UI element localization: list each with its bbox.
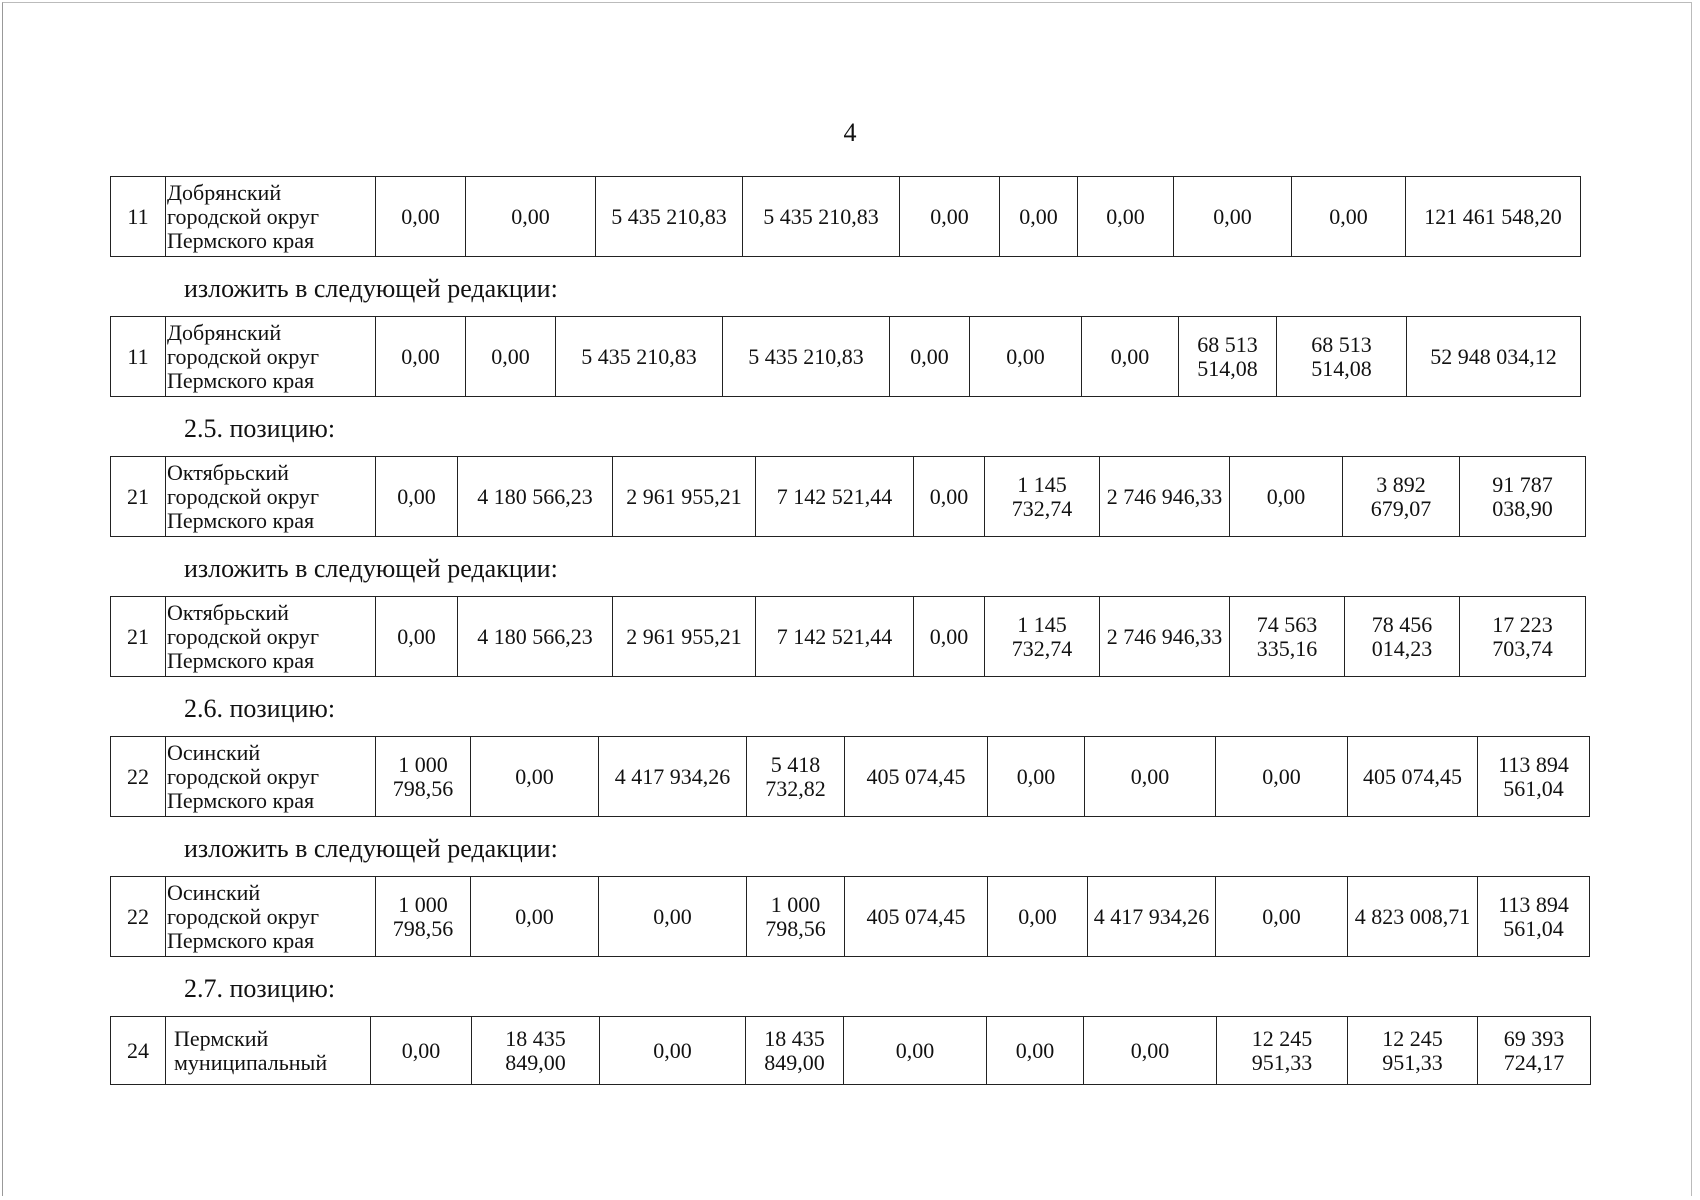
value-cell: 1 145 732,74 <box>985 457 1100 537</box>
municipality-name: Добрянский городской округ Пермского края <box>166 317 376 397</box>
municipality-name: Октябрьский городской округ Пермского края <box>166 597 376 677</box>
table-row <box>111 457 1586 537</box>
value-cell: 0,00 <box>890 317 970 397</box>
value-cell: 4 180 566,23 <box>458 597 613 677</box>
table-row <box>111 737 1590 817</box>
value-cell: 0,00 <box>376 177 466 257</box>
value-cell: 0,00 <box>376 317 466 397</box>
data-table <box>110 876 1590 957</box>
caption-position-2-5: 2.5. позицию: <box>184 414 336 443</box>
caption-position-2-7: 2.7. позицию: <box>184 974 336 1003</box>
caption-new-edition: изложить в следующей редакции: <box>184 274 558 303</box>
value-cell: 0,00 <box>1216 877 1348 957</box>
value-cell: 0,00 <box>1292 177 1406 257</box>
value-cell: 3 892 679,07 <box>1343 457 1460 537</box>
value-cell: 5 418 732,82 <box>747 737 845 817</box>
value-cell: 4 417 934,26 <box>599 737 747 817</box>
value-cell: 4 823 008,71 <box>1348 877 1478 957</box>
value-cell: 5 435 210,83 <box>743 177 900 257</box>
row-number: 11 <box>111 177 166 257</box>
value-cell: 0,00 <box>1000 177 1078 257</box>
value-cell: 1 145 732,74 <box>985 597 1100 677</box>
value-cell: 0,00 <box>600 1017 746 1085</box>
value-cell: 68 513 514,08 <box>1179 317 1277 397</box>
value-cell: 405 074,45 <box>845 737 988 817</box>
row-number: 21 <box>111 597 166 677</box>
table-row <box>111 877 1590 957</box>
value-cell: 0,00 <box>1082 317 1179 397</box>
value-cell: 0,00 <box>988 877 1088 957</box>
value-cell: 2 746 946,33 <box>1100 457 1230 537</box>
value-cell: 5 435 210,83 <box>596 177 743 257</box>
value-cell: 5 435 210,83 <box>723 317 890 397</box>
value-cell: 12 245 951,33 <box>1217 1017 1348 1085</box>
value-cell: 405 074,45 <box>1348 737 1478 817</box>
value-cell: 78 456 014,23 <box>1345 597 1460 677</box>
caption-new-edition: изложить в следующей редакции: <box>184 834 558 863</box>
value-cell: 68 513 514,08 <box>1277 317 1407 397</box>
value-cell: 2 961 955,21 <box>613 597 756 677</box>
table-row <box>111 317 1581 397</box>
amendment-table-new-11 <box>110 316 1581 397</box>
value-cell: 12 245 951,33 <box>1348 1017 1478 1085</box>
value-cell: 0,00 <box>900 177 1000 257</box>
amendment-table-old-22 <box>110 736 1590 817</box>
value-cell: 69 393 724,17 <box>1478 1017 1591 1085</box>
value-cell: 2 961 955,21 <box>613 457 756 537</box>
amendment-table-new-22 <box>110 876 1590 957</box>
amendment-table-new-21 <box>110 596 1586 677</box>
caption-new-edition: изложить в следующей редакции: <box>184 554 558 583</box>
municipality-name: Осинский городской округ Пермского края <box>166 737 376 817</box>
value-cell: 0,00 <box>987 1017 1084 1085</box>
value-cell: 0,00 <box>466 177 596 257</box>
row-number: 21 <box>111 457 166 537</box>
municipality-name: Осинский городской округ Пермского края <box>166 877 376 957</box>
value-cell: 1 000 798,56 <box>376 877 471 957</box>
value-cell: 7 142 521,44 <box>756 457 914 537</box>
value-cell: 91 787 038,90 <box>1460 457 1586 537</box>
value-cell: 0,00 <box>988 737 1085 817</box>
value-cell: 17 223 703,74 <box>1460 597 1586 677</box>
value-cell: 0,00 <box>471 877 599 957</box>
value-cell: 0,00 <box>1230 457 1343 537</box>
value-cell: 0,00 <box>1078 177 1174 257</box>
value-cell: 5 435 210,83 <box>556 317 723 397</box>
row-number: 11 <box>111 317 166 397</box>
amendment-table-old-11 <box>110 176 1581 257</box>
value-cell: 52 948 034,12 <box>1407 317 1581 397</box>
value-cell: 0,00 <box>466 317 556 397</box>
value-cell: 4 180 566,23 <box>458 457 613 537</box>
value-cell: 121 461 548,20 <box>1406 177 1581 257</box>
value-cell: 0,00 <box>1084 1017 1217 1085</box>
table-row <box>111 1017 1591 1085</box>
table-row <box>111 177 1581 257</box>
data-table <box>110 1016 1591 1085</box>
row-number: 22 <box>111 877 166 957</box>
value-cell: 4 417 934,26 <box>1088 877 1216 957</box>
value-cell: 7 142 521,44 <box>756 597 914 677</box>
value-cell: 0,00 <box>1174 177 1292 257</box>
value-cell: 0,00 <box>599 877 747 957</box>
value-cell: 0,00 <box>376 597 458 677</box>
value-cell: 405 074,45 <box>845 877 988 957</box>
municipality-name: Октябрьский городской округ Пермского края <box>166 457 376 537</box>
data-table <box>110 456 1586 537</box>
value-cell: 0,00 <box>914 597 985 677</box>
amendment-table-old-24 <box>110 1016 1591 1085</box>
value-cell: 0,00 <box>471 737 599 817</box>
municipality-name: Добрянский городской округ Пермского края <box>166 177 376 257</box>
value-cell: 18 435 849,00 <box>472 1017 600 1085</box>
value-cell: 1 000 798,56 <box>747 877 845 957</box>
value-cell: 0,00 <box>970 317 1082 397</box>
value-cell: 0,00 <box>1216 737 1348 817</box>
table-row <box>111 597 1586 677</box>
data-table <box>110 596 1586 677</box>
value-cell: 0,00 <box>844 1017 987 1085</box>
value-cell: 113 894 561,04 <box>1478 737 1590 817</box>
row-number: 22 <box>111 737 166 817</box>
value-cell: 74 563 335,16 <box>1230 597 1345 677</box>
value-cell: 113 894 561,04 <box>1478 877 1590 957</box>
municipality-name: Пермский муниципальный <box>166 1017 371 1085</box>
row-number: 24 <box>111 1017 166 1085</box>
value-cell: 0,00 <box>376 457 458 537</box>
value-cell: 0,00 <box>371 1017 472 1085</box>
value-cell: 0,00 <box>1085 737 1216 817</box>
value-cell: 18 435 849,00 <box>746 1017 844 1085</box>
value-cell: 1 000 798,56 <box>376 737 471 817</box>
data-table <box>110 736 1590 817</box>
data-table <box>110 316 1581 397</box>
page-number: 4 <box>843 118 857 147</box>
value-cell: 0,00 <box>914 457 985 537</box>
value-cell: 2 746 946,33 <box>1100 597 1230 677</box>
data-table <box>110 176 1581 257</box>
amendment-table-old-21 <box>110 456 1586 537</box>
caption-position-2-6: 2.6. позицию: <box>184 694 336 723</box>
